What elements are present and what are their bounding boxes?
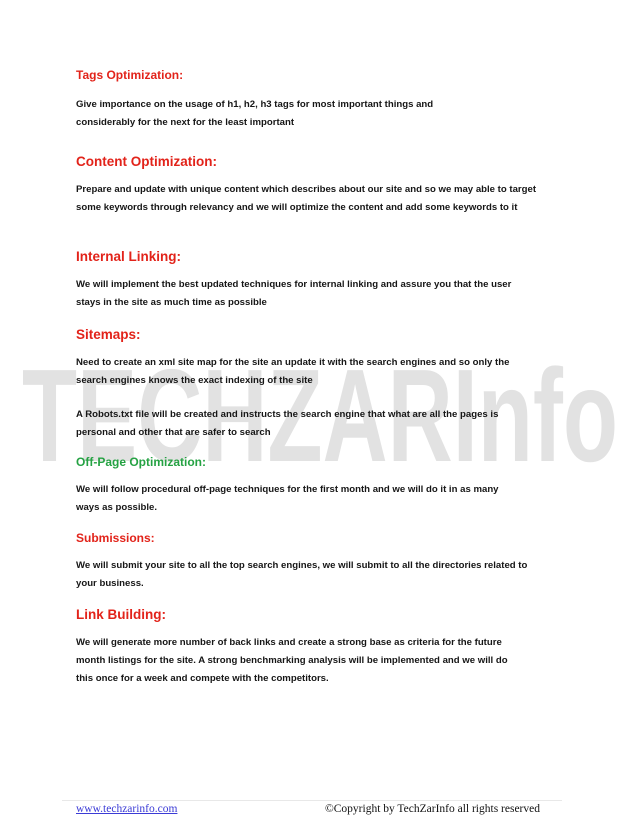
section-sitemaps (76, 327, 546, 442)
section-paragraph: We will generate more number of back links and create a strong base as criteria for the future month listings for the site. A strong benchmarking analysis will be implemented and we will do this once for a week and compete with the competitors. (76, 637, 508, 684)
watermark-text: TECHZARInfo (22, 343, 618, 483)
section-off-page-optimization (76, 455, 546, 517)
section-heading: Tags Optimization: (76, 68, 184, 82)
footer-divider (62, 800, 562, 801)
section-tags-optimization (76, 68, 546, 132)
section-link-building (76, 607, 546, 688)
section-paragraph-secondary: A Robots.txt file will be created and instructs the search engine that what are all the pages is personal and other that are safer to search (76, 409, 499, 438)
website-link[interactable]: www.techzarinfo.com (76, 803, 178, 815)
section-heading: Link Building: (76, 607, 166, 622)
section-paragraph: We will follow procedural off-page techniques for the first month and we will do it in as many ways as possible. (76, 484, 499, 513)
copyright-text: ©Copyright by TechZarInfo all rights reserved (325, 803, 540, 815)
section-content-optimization (76, 154, 546, 217)
section-paragraph: Prepare and update with unique content which describes about our site and so we may able to target some keywords through relevancy and we will optimize the content and add some keywords to it (76, 184, 537, 213)
section-paragraph: We will implement the best updated techniques for internal linking and assure you that the user stays in the site as much time as possible (76, 279, 512, 308)
section-heading: Submissions: (76, 531, 155, 545)
section-heading: Sitemaps: (76, 327, 141, 342)
section-heading: Off-Page Optimization: (76, 455, 206, 469)
section-paragraph: Need to create an xml site map for the site an update it with the search engines and so only the search engines knows the exact indexing of the site (76, 357, 510, 386)
section-heading: Content Optimization: (76, 154, 217, 169)
section-paragraph: We will submit your site to all the top search engines, we will submit to all the directories related to your business. (76, 560, 528, 589)
section-paragraph: Give importance on the usage of h1, h2, h3 tags for most important things and considerably for the next for the least important (76, 99, 434, 128)
section-heading: Internal Linking: (76, 249, 182, 264)
section-submissions (76, 531, 546, 593)
section-internal-linking (76, 249, 546, 312)
page-footer (76, 803, 546, 819)
